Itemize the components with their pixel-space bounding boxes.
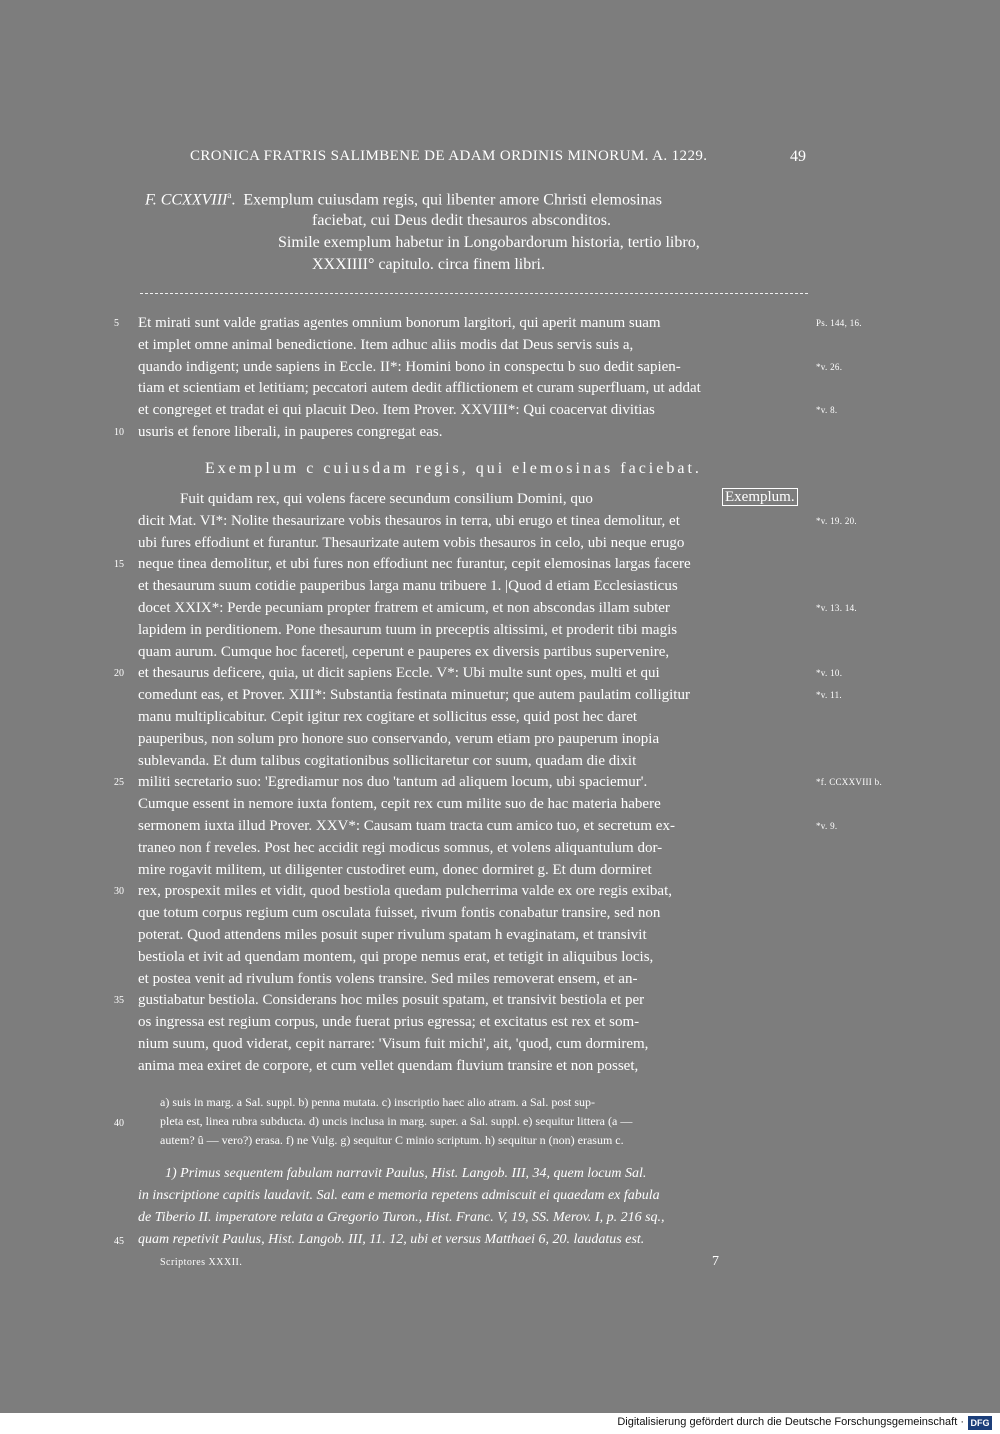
line-number: 40 — [114, 1118, 124, 1129]
text-line: anima mea exiret de corpore, et cum vellet quendam fluvium transire et non posset, — [138, 1057, 639, 1074]
signature-mark: Scriptores XXXII. — [160, 1257, 243, 1268]
margin-reference: *v. 10. — [816, 668, 843, 679]
text-line: rex, prospexit miles et vidit, quod bestiola quedam pulcherrima valde ex ore regis exibat, — [138, 883, 673, 900]
text-line: militi secretario suo: 'Egrediamur nos duo 'tantum ad aliquem locum, ubi spaciemur'. — [138, 774, 648, 791]
footer-bar — [0, 1413, 1000, 1434]
boxed-margin-note — [722, 488, 798, 506]
text-line: in inscriptione capitis laudavit. Sal. eam e memoria repetens admiscuit ei quaedam ex fabula — [138, 1188, 660, 1203]
text-line: os ingressa est regium corpus, unde fuerat prius egressa; et excitatus est rex et som- — [138, 1014, 640, 1031]
text-line: quando indigent; unde sapiens in Eccle. II*: Homini bono in conspectu b suo dedit sapien- — [138, 358, 681, 375]
text-line: Cumque essent in nemore iuxta fontem, cepit rex cum milite suo de hac materia habere — [138, 796, 661, 813]
text-line: Fuit quidam rex, qui volens facere secundum consilium Domini, quo — [180, 491, 593, 507]
dfg-logo: DFG — [968, 1416, 992, 1430]
line-number: 30 — [114, 886, 124, 898]
line-number: 35 — [114, 995, 124, 1007]
text-line: lapidem in perditionem. Pone thesaurum tuum in preceptis altissimi, et proderit tibi magis — [138, 621, 678, 638]
text-line: dicit Mat. VI*: Nolite thesaurizare vobis thesauros in terra, ubi erugo et tinea demolitur, et — [138, 512, 680, 529]
rubric-line-2: faciebat, cui Deus dedit thesauros absconditos. — [312, 212, 612, 229]
text-line: quam aurum. Cumque hoc faceret|, ceperunt e pauperes ex diversis partibus supervenire, — [138, 643, 670, 660]
text-line: et implet omne animal benedictione. Item adhuc aliis modis dat Deus servis suis a, — [138, 336, 634, 353]
text-line: docet XXIX*: Perde pecuniam propter fratrem et amicum, et non abscondas illam subter — [138, 600, 670, 616]
text-line: que totum corpus regium cum osculata fuisset, rivum fontis conabatur transire, sed non — [138, 905, 661, 922]
text-line: de Tiberio II. imperatore relata a Gregorio Turon., Hist. Franc. V, 19, SS. Merov. I, p. 216 sq., — [138, 1210, 665, 1225]
text-line: pleta est, linea rubra subducta. d) uncis inclusa in marg. super. a Sal. suppl. e) sequitur littera (a — — [160, 1114, 633, 1128]
text-line: neque tinea demolitur, et ubi fures non effodiunt nec furantur, cepit elemosinas largas facere — [138, 556, 691, 573]
text-line: sermonem iuxta illud Prover. XXV*: Causam tuam tracta cum amico tuo, et secretum ex- — [138, 818, 675, 834]
text-line: gustiabatur bestiola. Considerans hoc miles posuit spatam, et transivit bestiola et per — [138, 992, 645, 1009]
text-line: manu multiplicabitur. Cepit igitur rex cogitare et sollicitus esse, quid post hec daret — [138, 709, 638, 725]
text-line: usuris et fenore liberali, in pauperes congregat eas. — [138, 424, 443, 440]
running-title: CRONICA FRATRIS SALIMBENE DE ADAM ORDINIS MINORUM. A. 1229. — [190, 148, 708, 164]
line-number: 20 — [114, 668, 124, 680]
text-line: nium suum, quod viderat, cepit narrare: 'Visum fuit michi', ait, 'quod, cum dormirem, — [138, 1036, 649, 1052]
line-number: 5 — [114, 318, 119, 329]
margin-reference: *f. CCXXVIII b. — [816, 777, 882, 788]
line-number: 15 — [114, 559, 124, 571]
text-line: et thesaurus deficere, quia, ut dicit sapiens Eccle. V*: Ubi multe sunt opes, multi et qui — [138, 665, 660, 682]
footer-text: Digitalisierung gefördert durch die Deutsche Forschungsgemeinschaft · — [617, 1416, 964, 1428]
text-line: Et mirati sunt valde gratias agentes omnium bonorum largitori, qui aperit manum suam — [138, 315, 661, 331]
margin-reference: *v. 13. 14. — [816, 603, 857, 613]
text-line: tiam et scientiam et letitiam; peccatori autem dedit afflictionem et curam superfluam, ut addat — [138, 380, 701, 397]
margin-reference: *v. 8. — [816, 405, 838, 416]
text-line: a) suis in marg. a Sal. suppl. b) penna mutata. c) inscriptio haec alio atram. a Sal. post sup- — [160, 1095, 596, 1109]
text-line: traneo non f reveles. Post hec accidit regi modicus somnus, et volens aliquantulum dor- — [138, 839, 663, 856]
line-number: 45 — [114, 1236, 124, 1247]
line-number: 25 — [114, 777, 124, 789]
section-title: Exemplum c cuiusdam regis, qui elemosinas faciebat. — [205, 460, 702, 477]
margin-reference: *v. 9. — [816, 821, 838, 831]
rubric-line-4: XXXIIII° capitulo. circa finem libri. — [312, 256, 545, 273]
text-line: mire rogavit militem, ut diligenter custodiret eum, donec dormiret g. Et dum dormiret — [138, 861, 652, 878]
folio-superscript: a — [227, 190, 232, 200]
text-line: ubi fures effodiunt et furantur. Thesaurizate autem vobis thesauros in celo, ubi neque erugo — [138, 534, 685, 551]
text-line: bestiola et ivit ad quendam montem, qui prope nemus erat, et tetigit in aliquibus locis, — [138, 948, 654, 965]
text-line: comedunt eas, et Prover. XIII*: Substantia festinata minuetur; que autem paulatim colligitur — [138, 687, 690, 704]
text-line: sublevanda. Et dum talibus cogitationibus sollicitaretur cor suum, quadam die dixit — [138, 752, 637, 769]
text-line: autem? û — vero?) erasa. f) ne Vulg. g) sequitur C minio scriptum. h) sequitur n (non) erasum c. — [160, 1133, 624, 1147]
text-line: quam repetivit Paulus, Hist. Langob. III, 11. 12, ubi et versus Matthaei 6, 20. laudatus est. — [138, 1232, 645, 1247]
margin-reference: *v. 26. — [816, 361, 843, 372]
margin-reference: Ps. 144, 16. — [816, 318, 862, 328]
text-line: et postea venit ad rivulum fontis volens transire. Sed miles removerat ensem, et an- — [138, 970, 638, 987]
text-line: et thesaurum suum cotidie pauperibus larga manu tribuere 1. |Quod d etiam Ecclesiasticus — [138, 578, 678, 595]
boxed-note-text: Exemplum. — [722, 488, 798, 506]
separator-rule — [140, 293, 808, 294]
rubric-line-1: F. CCXXVIII$^a$. Exemplum cuiusdam regis, qui libenter amore Christi elemosinas — [145, 190, 662, 209]
text-line: poterat. Quod attendens miles posuit super rivulum spatam h evaginatam, et transivit — [138, 927, 647, 943]
text-line: et congreget et tradat ei qui placuit Deo. Item Prover. XXVIII*: Qui coacervat divitias — [138, 402, 655, 419]
page-number: 49 — [790, 148, 806, 165]
sheet-number: 7 — [712, 1254, 719, 1269]
rubric-text-1: Exemplum cuiusdam regis, qui libenter amore Christi elemosinas — [243, 191, 662, 209]
line-number: 10 — [114, 427, 124, 438]
rubric-line-3: Simile exemplum habetur in Longobardorum historia, tertio libro, — [278, 234, 700, 251]
text-line: 1) Primus sequentem fabulam narravit Paulus, Hist. Langob. III, 34, quem locum Sal. — [165, 1166, 647, 1181]
text-line: pauperibus, non solum pro honore suo conservando, verum etiam pro pauperum inopia — [138, 730, 660, 747]
folio-reference: F. CCXXVIII — [145, 191, 228, 209]
margin-reference: *v. 19. 20. — [816, 515, 857, 526]
margin-reference: *v. 11. — [816, 690, 842, 701]
